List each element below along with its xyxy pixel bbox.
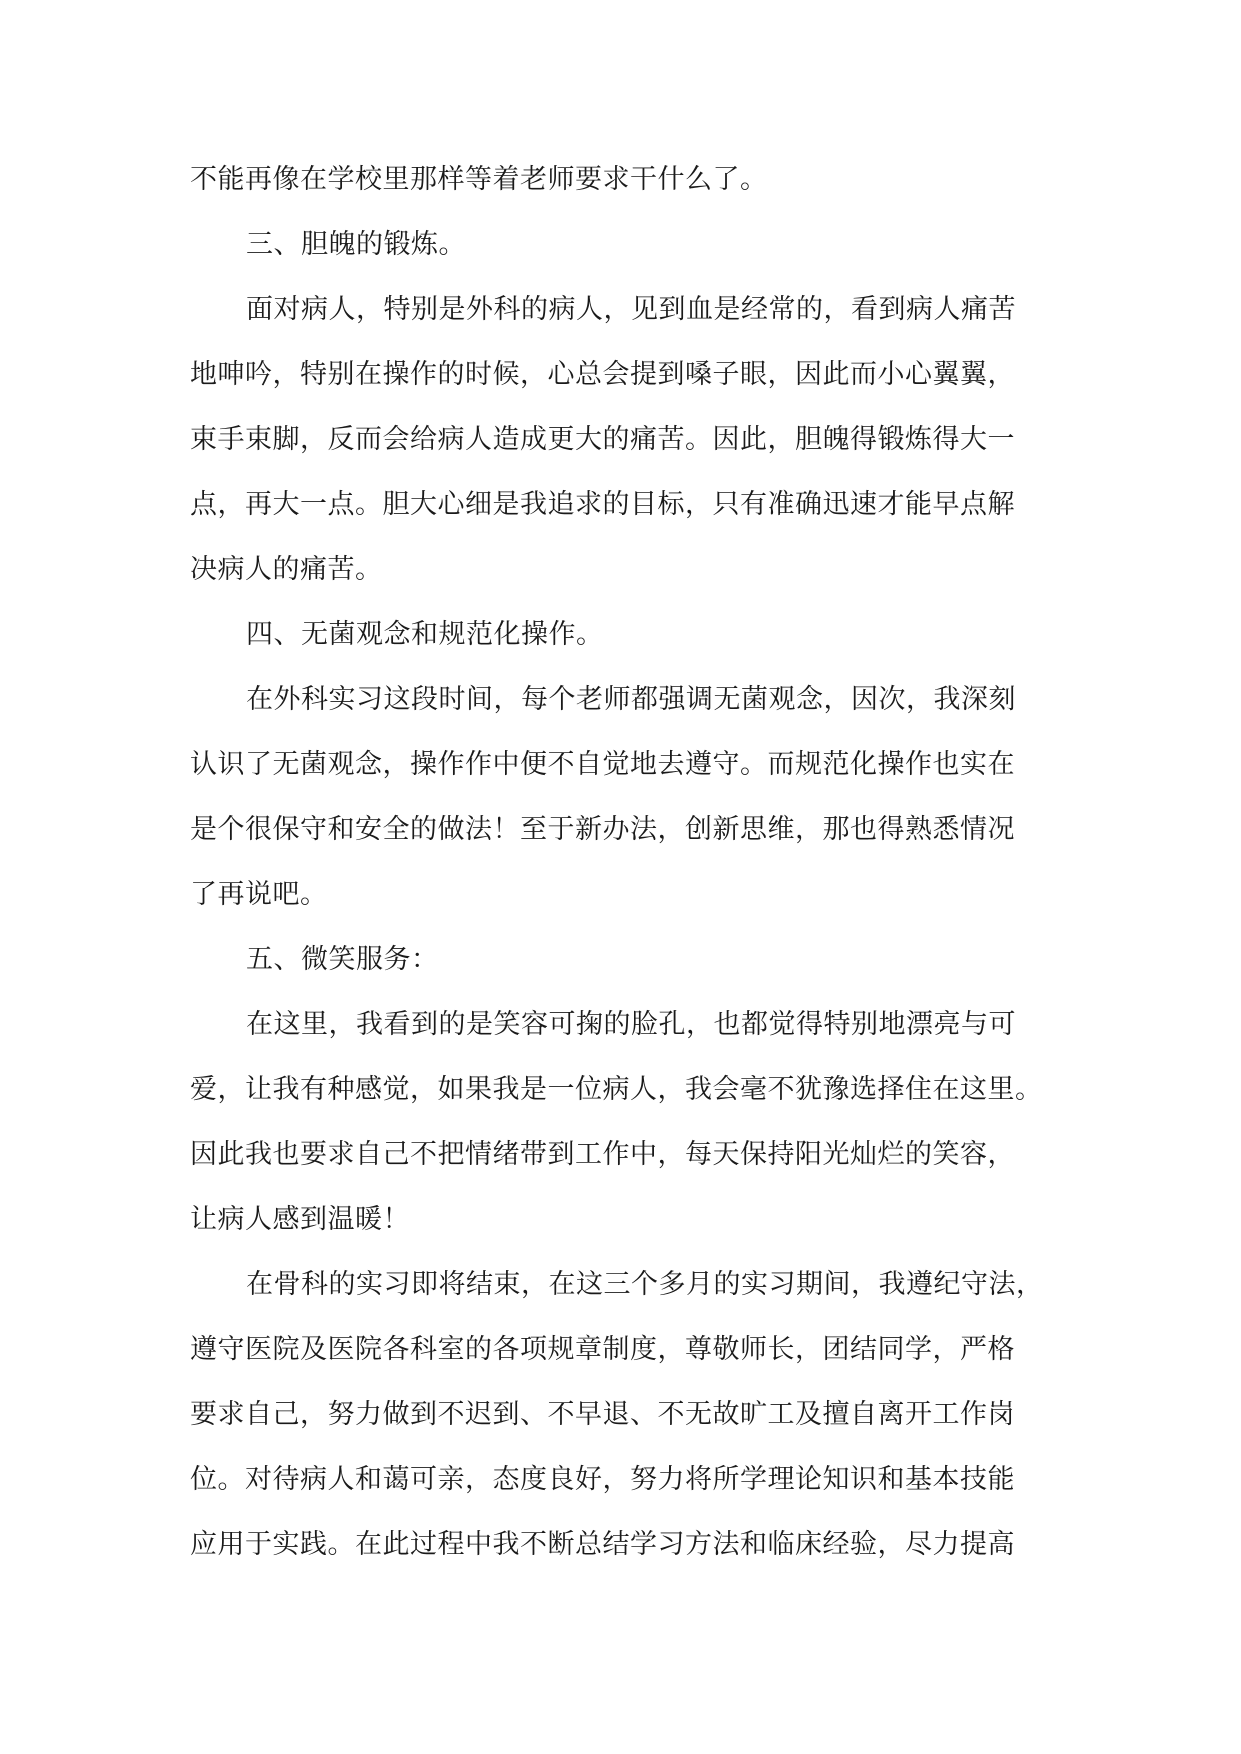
text-line: 爱，让我有种感觉，如果我是一位病人，我会毫不犹豫选择住在这里。 <box>190 1074 1043 1105</box>
text-line: 应用于实践。在此过程中我不断总结学习方法和临床经验，尽力提高 <box>190 1529 1015 1560</box>
section-heading: 三、胆魄的锻炼。 <box>246 229 466 260</box>
text-line: 面对病人，特别是外科的病人，见到血是经常的，看到病人痛苦 <box>246 294 1016 325</box>
section-heading: 五、微笑服务： <box>246 944 439 975</box>
text-line: 地呻吟，特别在操作的时候，心总会提到嗓子眼，因此而小心翼翼， <box>190 359 1015 390</box>
text-line: 位。对待病人和蔼可亲，态度良好，努力将所学理论知识和基本技能 <box>190 1464 1015 1495</box>
text-line: 决病人的痛苦。 <box>190 554 383 585</box>
text-line: 要求自己，努力做到不迟到、不早退、不无故旷工及擅自离开工作岗 <box>190 1399 1015 1430</box>
text-line: 了再说吧。 <box>190 879 328 910</box>
text-line: 是个很保守和安全的做法！至于新办法，创新思维，那也得熟悉情况 <box>190 814 1015 845</box>
text-line: 不能再像在学校里那样等着老师要求干什么了。 <box>190 164 768 195</box>
text-line: 因此我也要求自己不把情绪带到工作中，每天保持阳光灿烂的笑容， <box>190 1139 1015 1170</box>
text-line: 束手束脚，反而会给病人造成更大的痛苦。因此，胆魄得锻炼得大一 <box>190 424 1015 455</box>
text-line: 在这里，我看到的是笑容可掬的脸孔，也都觉得特别地漂亮与可 <box>246 1009 1016 1040</box>
text-line: 点，再大一点。胆大心细是我追求的目标，只有准确迅速才能早点解 <box>190 489 1015 520</box>
text-line: 在外科实习这段时间，每个老师都强调无菌观念，因次，我深刻 <box>246 684 1016 715</box>
text-line: 在骨科的实习即将结束，在这三个多月的实习期间，我遵纪守法， <box>246 1269 1044 1300</box>
section-heading: 四、无菌观念和规范化操作。 <box>246 619 604 650</box>
text-line: 认识了无菌观念，操作作中便不自觉地去遵守。而规范化操作也实在 <box>190 749 1015 780</box>
text-line: 让病人感到温暖！ <box>190 1204 410 1235</box>
text-line: 遵守医院及医院各科室的各项规章制度，尊敬师长，团结同学，严格 <box>190 1334 1015 1365</box>
